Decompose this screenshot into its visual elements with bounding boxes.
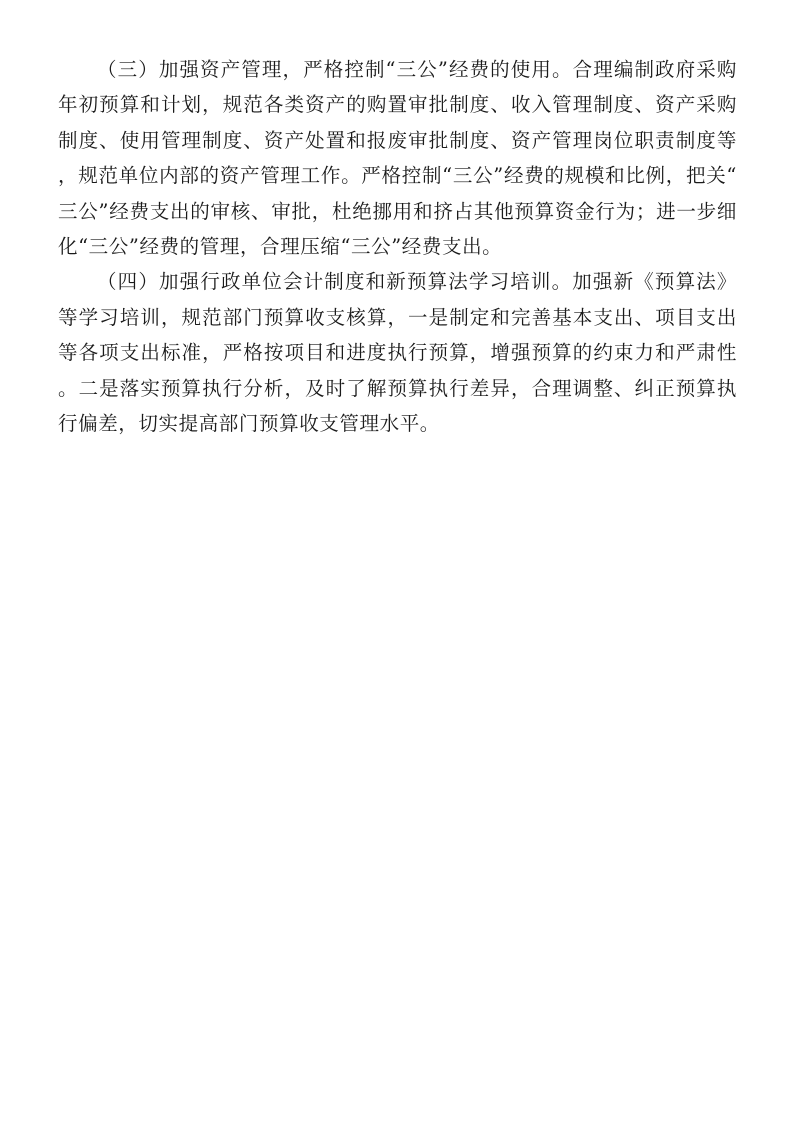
paragraph-accounting-training: （四）加强行政单位会计制度和新预算法学习培训。加强新《预算法》等学习培训，规范部门预算收支核算，一是制定和完善基本支出、项目支出等各项支出标准，严格按项目和进度执行预算，增强预算的约束力和严肃性。二是落实预算执行分析，及时了解预算执行差异，合理调整、纠正预算执行偏差，切实提高部门预算收支管理水平。 [58,270,737,436]
paragraph-asset-management: （三）加强资产管理，严格控制“三公”经费的使用。合理编制政府采购年初预算和计划，规范各类资产的购置审批制度、收入管理制度、资产采购制度、使用管理制度、资产处置和报废审批制度、资产管理岗位职责制度等，规范单位内部的资产管理工作。严格控制“三公”经费的规模和比例，把关“三公”经费支出的审核、审批，杜绝挪用和挤占其他预算资金行为；进一步细化“三公”经费的管理，合理压缩“三公”经费支出。 [58,58,737,259]
